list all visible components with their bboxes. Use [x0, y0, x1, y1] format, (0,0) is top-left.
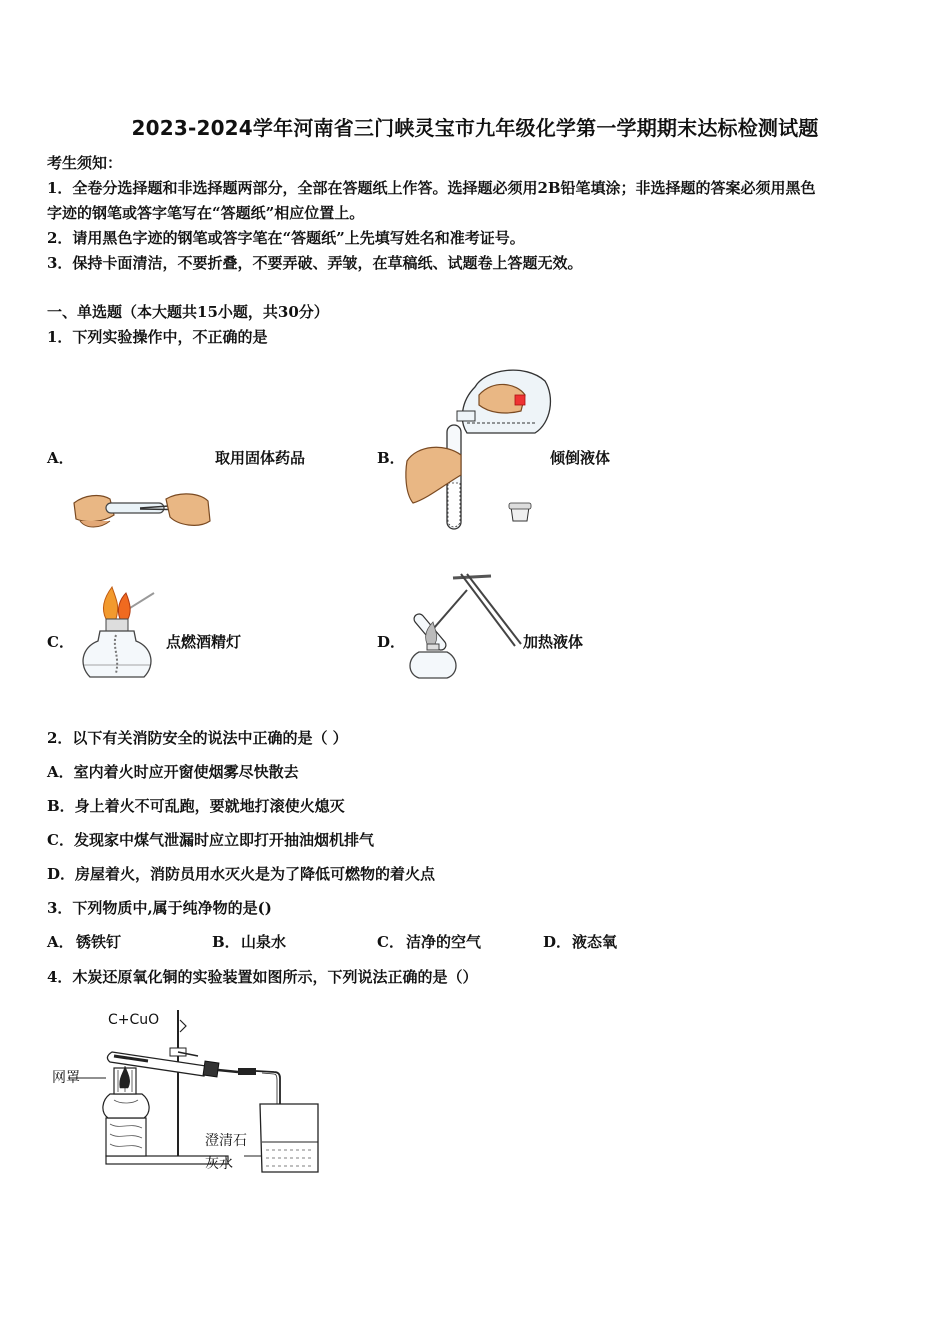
question-2-stem: 2．以下有关消防安全的说法中正确的是（ ） — [47, 729, 348, 747]
notice-item-3: 3．保持卡面清洁，不要折叠，不要弄破、弄皱，在草稿纸、试题卷上答题无效。 — [47, 254, 583, 272]
figure-heat-liquid — [405, 570, 525, 685]
figure-carbon-reduction-apparatus — [48, 1008, 348, 1178]
page-title: 2023-2024学年河南省三门峡灵宝市九年级化学第一学期期末达标检测试题 — [131, 116, 819, 140]
q3-option-b-key: B． — [212, 933, 240, 951]
notice-item-1-line-2: 字迹的钢笔或答字笔写在“答题纸”相应位置上。 — [47, 204, 365, 222]
figure-label-reagent: C+CuO — [108, 1012, 160, 1028]
figure-label-gauze: 网罩 — [52, 1070, 80, 1086]
figure-pour-liquid — [405, 365, 555, 535]
q1-option-b-key: B． — [377, 449, 405, 467]
q3-option-c-text: 洁净的空气 — [406, 933, 482, 951]
q2-option-d: D．房屋着火，消防员用水灭火是为了降低可燃物的着火点 — [47, 865, 436, 883]
figure-label-limewater-2: 灰水 — [205, 1156, 233, 1172]
q1-option-c-text: 点燃酒精灯 — [166, 633, 242, 651]
q1-option-b-text: 倾倒液体 — [550, 449, 611, 467]
q3-option-a-key: A． — [47, 933, 74, 951]
question-3-stem: 3．下列物质中,属于纯净物的是() — [47, 899, 272, 917]
figure-take-solid — [70, 485, 215, 535]
q3-option-d-text: 液态氧 — [572, 933, 618, 951]
q3-option-d-key: D． — [543, 933, 572, 951]
figure-light-alcohol-lamp — [72, 585, 167, 690]
q1-option-d-text: 加热液体 — [523, 633, 584, 651]
figure-label-limewater-1: 澄清石 — [205, 1133, 247, 1149]
q1-option-a-text: 取用固体药品 — [215, 449, 306, 467]
section-heading: 一、单选题（本大题共15小题，共30分） — [47, 303, 329, 321]
notice-item-2: 2．请用黑色字迹的钢笔或答字笔在“答题纸”上先填写姓名和准考证号。 — [47, 229, 525, 247]
q2-option-c: C．发现家中煤气泄漏时应立即打开抽油烟机排气 — [47, 831, 374, 849]
q1-option-c-key: C． — [47, 633, 74, 651]
q3-option-b-text: 山泉水 — [241, 933, 287, 951]
q3-option-a-text: 锈铁钉 — [76, 933, 122, 951]
q2-option-a: A．室内着火时应开窗使烟雾尽快散去 — [47, 763, 299, 781]
question-1-stem: 1．下列实验操作中，不正确的是 — [47, 328, 268, 346]
notice-heading: 考生须知： — [47, 154, 123, 172]
q2-option-b: B．身上着火不可乱跑，要就地打滚使火熄灭 — [47, 797, 345, 815]
q1-option-d-key: D． — [377, 633, 406, 651]
notice-item-1-line-1: 1．全卷分选择题和非选择题两部分，全部在答题纸上作答。选择题必须用2B铅笔填涂；非选择题的答案必须用黑色 — [47, 179, 816, 197]
q3-option-c-key: C． — [377, 933, 404, 951]
q1-option-a-key: A． — [47, 449, 74, 467]
question-4-stem: 4．木炭还原氧化铜的实验装置如图所示，下列说法正确的是（） — [47, 968, 478, 986]
